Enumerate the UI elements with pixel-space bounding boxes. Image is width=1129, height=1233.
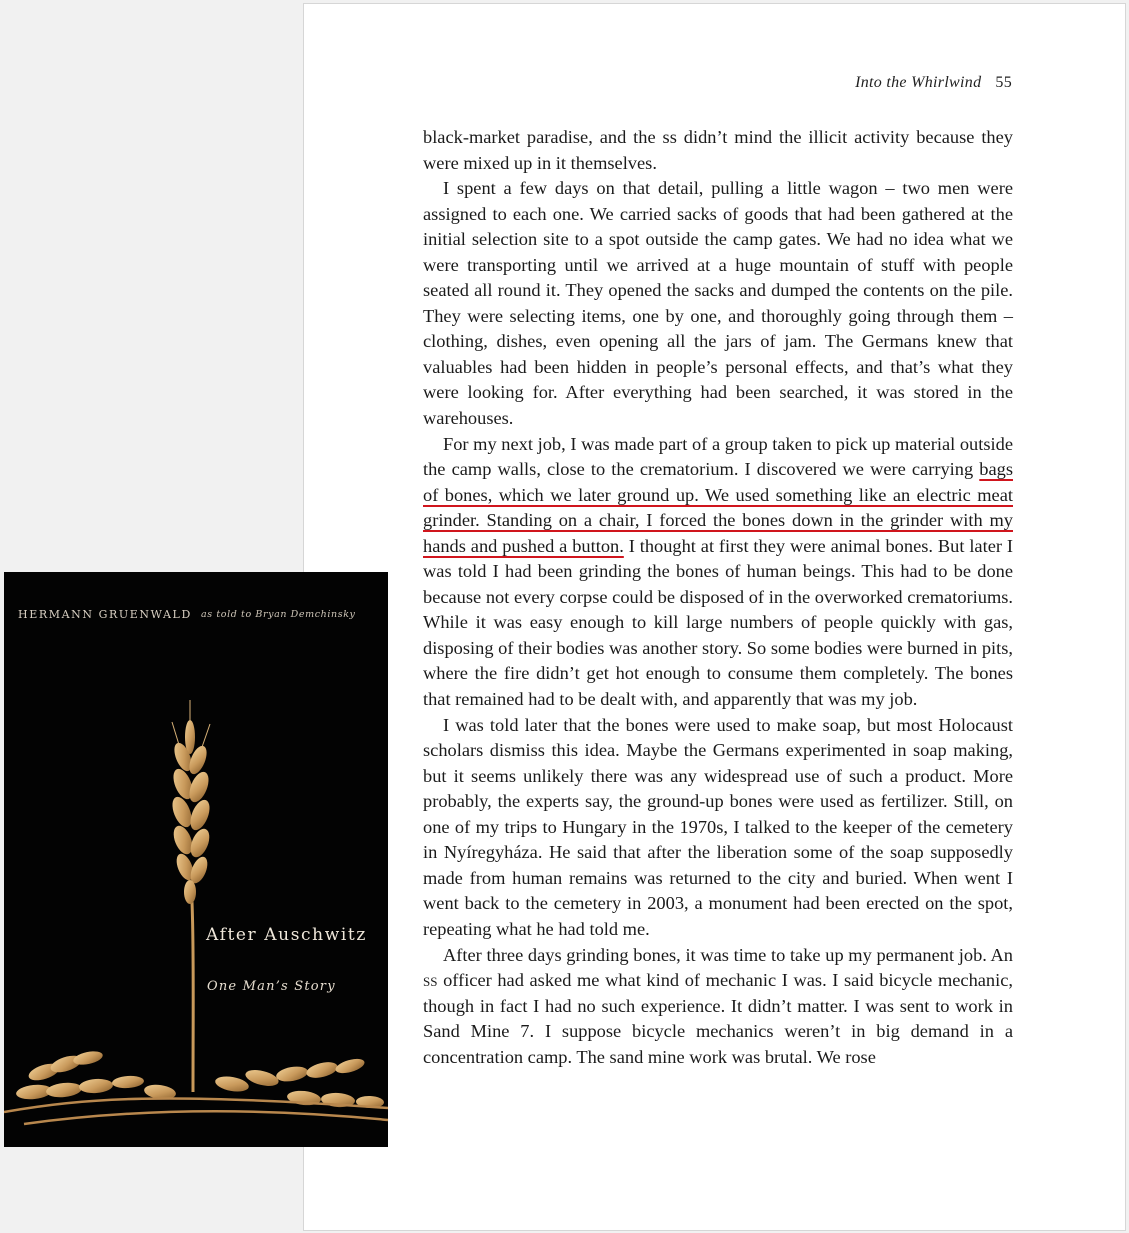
cover-as-told-to: as told to Bryan Demchinsky (201, 609, 356, 620)
paragraph-5-text-start: After three days grinding bones, it was time to take up my permanent job. An (443, 944, 1013, 965)
body-text (423, 125, 1013, 1070)
page-number: 55 (995, 74, 1012, 91)
paragraph-2-text: I spent a few days on that detail, pulling a little wagon – two men were assigned to each one. We carried sacks of goods that had been gathered at the initial selection site to a spot outside the camp gates. We had no idea what we were transporting until we arrived at a huge mountain of stuff with people seated all round it. They opened the sacks and dumped the contents on the pile. They were selecting items, one by one, and thoroughly going through them – clothing, dishes, even opening all the jars of jam. The Germans knew that valuables had been hidden in people’s personal effects, and that’s what they were looking for. After everything had been searched, it was stored in the warehouses. (423, 178, 1013, 429)
paragraph-1 (423, 125, 1013, 176)
paragraph-3 (423, 432, 1013, 713)
paragraph-3-text-start: For my next job, I was made part of a group taken to pick up material outside the camp walls, close to the crematorium. I discovered we were carrying (423, 433, 1013, 480)
running-head (855, 74, 1012, 92)
running-head-title: Into the Whirlwind (855, 74, 982, 91)
paragraph-2 (423, 176, 1013, 431)
paragraph-4 (423, 713, 1013, 943)
underlined-passage: bags of bones, which we later ground up. We used something like an electric meat grinder. Standing on a chair, I forced the bones down in the grinder with my hands and pushed a button. (423, 459, 1013, 556)
cover-subtitle: One Man’s Story (207, 979, 336, 994)
paragraph-1-text: black-market paradise, and the ss didn’t mind the illicit activity because they were mixed up in it themselves. (423, 127, 1013, 173)
paragraph-5 (423, 943, 1013, 1071)
book-page (303, 3, 1126, 1231)
cover-author: HERMANN GRUENWALD (18, 608, 192, 621)
paragraph-5-text-end: officer had asked me what kind of mechanic I was. I said bicycle mechanic, though in fact I had no such experience. It didn’t matter. I was sent to work in Sand Mine 7. I suppose bicycle mechanics weren’t in big demand in a concentration camp. The sand mine work was brutal. We rose (423, 970, 1013, 1067)
paragraph-4-text: I was told later that the bones were used to make soap, but most Holocaust scholars dismiss this idea. Maybe the Germans experimented in soap making, but it seems unlikely there was any widespread use of such a product. More probably, the experts say, the ground-up bones were used as fertilizer. Still, on one of my trips to Hungary in the 1970s, I talked to the keeper of the cemetery in Nyíregyháza. He said that after the liberation some of the soap supposedly made from human remains was returned to the city and buried. When went I went back to the cemetery in 2003, a monument had been erected on the spot, repeating what he had told me. (423, 714, 1013, 939)
paragraph-3-text-end: I thought at first they were animal bones. But later I was told I had been grinding the bones of human beings. This had to be done because not every corpse could be disposed of in the overworked crematoriums. While it was easy enough to kill large numbers of people quickly with gas, disposing of their bodies was another story. So some bodies were burned in pits, where the fire didn’t get hot enough to consume them completely. The bones that remained had to be dealt with, and apparently that was my job. (423, 535, 1013, 710)
ss-abbreviation: ss (423, 970, 438, 991)
book-cover (4, 572, 388, 1147)
wheat-stalk-icon (4, 572, 388, 1147)
cover-title: After Auschwitz (206, 925, 367, 945)
